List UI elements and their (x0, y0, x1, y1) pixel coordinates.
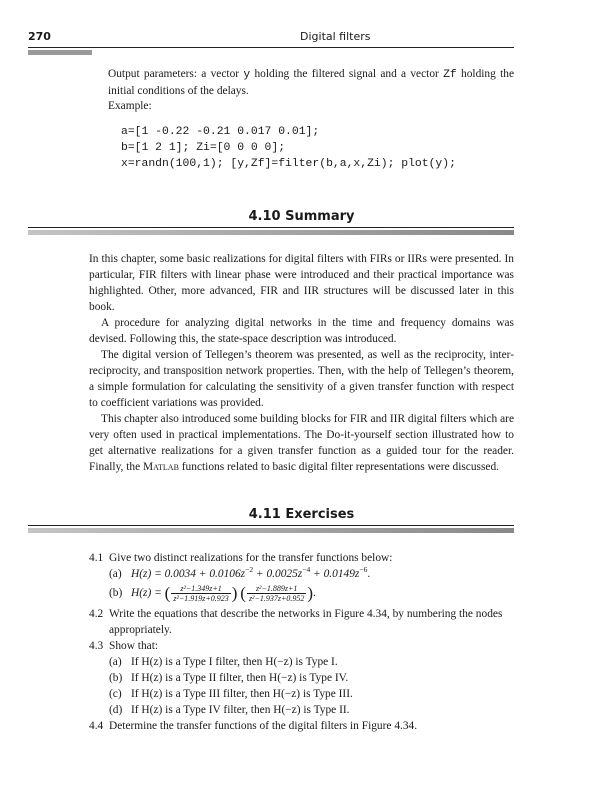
exercise-4-1-b: (b) H(z) = ( $\frac{\text{z²−1.349z+1}}{\text{z²−1.919z+0.923}}$ ) ( $\frac{\text{z²−1.889z+1}}{\text{z²−1.937z+0.952}}$ ). (109, 583, 316, 603)
matlab-name: Matlab (143, 461, 179, 473)
exercise-4-1: 4.1 Give two distinct realizations for the transfer functions below: (89, 552, 393, 564)
running-head (28, 28, 514, 46)
exercise-4-1-a: (a) $H(z) = 0.0034 + 0.0106z^{-2} + 0.0025z^{-4} + 0.0149z^{-6}$. (109, 565, 371, 580)
summary-paragraph-1: In this chapter, some basic realizations for digital filters with FIRs or IIRs were presented. In particular, FIR filters with linear phase were introduced and their practical importance was highlighted. Other, more advanced, FIR and IIR structures will be discussed later in this book. (89, 253, 514, 313)
page-number: 270 (28, 30, 51, 43)
exercises-bar (28, 528, 514, 533)
exercise-4-3-d: (d) If H(z) is a Type IV filter, then H(−z) is Type II. (109, 704, 350, 716)
header-bar (28, 50, 92, 55)
exercise-4-3-c: (c) If H(z) is a Type III filter, then H(−z) is Type III. (109, 688, 353, 700)
summary-paragraph-3: The digital version of Tellegen’s theorem was presented, as well as the reciprocity, inter-reciprocity, and transposition network properties. Then, with the help of Tellegen’s theorem, a simple formulation for calculating the sensitivity of a given transfer function with respect to coefficient variations was provided. (89, 349, 514, 409)
exercise-4-3-b: (b) If H(z) is a Type II filter, then H(−z) is Type IV. (109, 672, 349, 684)
exercise-4-3: 4.3 Show that: (89, 640, 159, 652)
output-parameters-text: Output parameters: a vector y holding the filtered signal and a vector Zf holding the initial conditions of the delays. (108, 68, 514, 97)
summary-bar (28, 230, 514, 235)
header-rule (28, 47, 514, 48)
example-label: Example: (108, 100, 152, 112)
exercises-rule (28, 525, 514, 526)
exercise-4-3-a: (a) If H(z) is a Type I filter, then H(−z) is Type I. (109, 656, 338, 668)
summary-rule (28, 227, 514, 228)
code-line-3: x=randn(100,1); [y,Zf]=filter(b,a,x,Zi); plot(y); (121, 158, 456, 170)
exercises-heading: 4.11 Exercises (248, 507, 355, 522)
chapter-title: Digital filters (300, 30, 371, 43)
summary-paragraph-2: A procedure for analyzing digital networks in the time and frequency domains was devised. Following this, the state-space description was introduced. (89, 317, 514, 345)
exercise-4-2: 4.2 Write the equations that describe the networks in Figure 4.34, by numbering the nodes (89, 608, 503, 620)
code-line-1: a=[1 -0.22 -0.21 0.017 0.01]; (121, 126, 320, 138)
exercise-4-4: 4.4 Determine the transfer functions of the digital filters in Figure 4.34. (89, 720, 418, 732)
exercise-4-2-cont: appropriately. (109, 624, 172, 636)
code-line-2: b=[1 2 1]; Zi=[0 0 0 0]; (121, 142, 286, 154)
summary-heading: 4.10 Summary (248, 209, 355, 224)
summary-paragraph-4: This chapter also introduced some building blocks for FIR and IIR digital filters which are very often used in practical implementations. The Do-it-yourself section illustrated how to get alternative realizations for a given transfer function as a guided tour for the reader. Finally, the Matlab functions related to basic digital filter representations were discussed. (89, 413, 514, 473)
